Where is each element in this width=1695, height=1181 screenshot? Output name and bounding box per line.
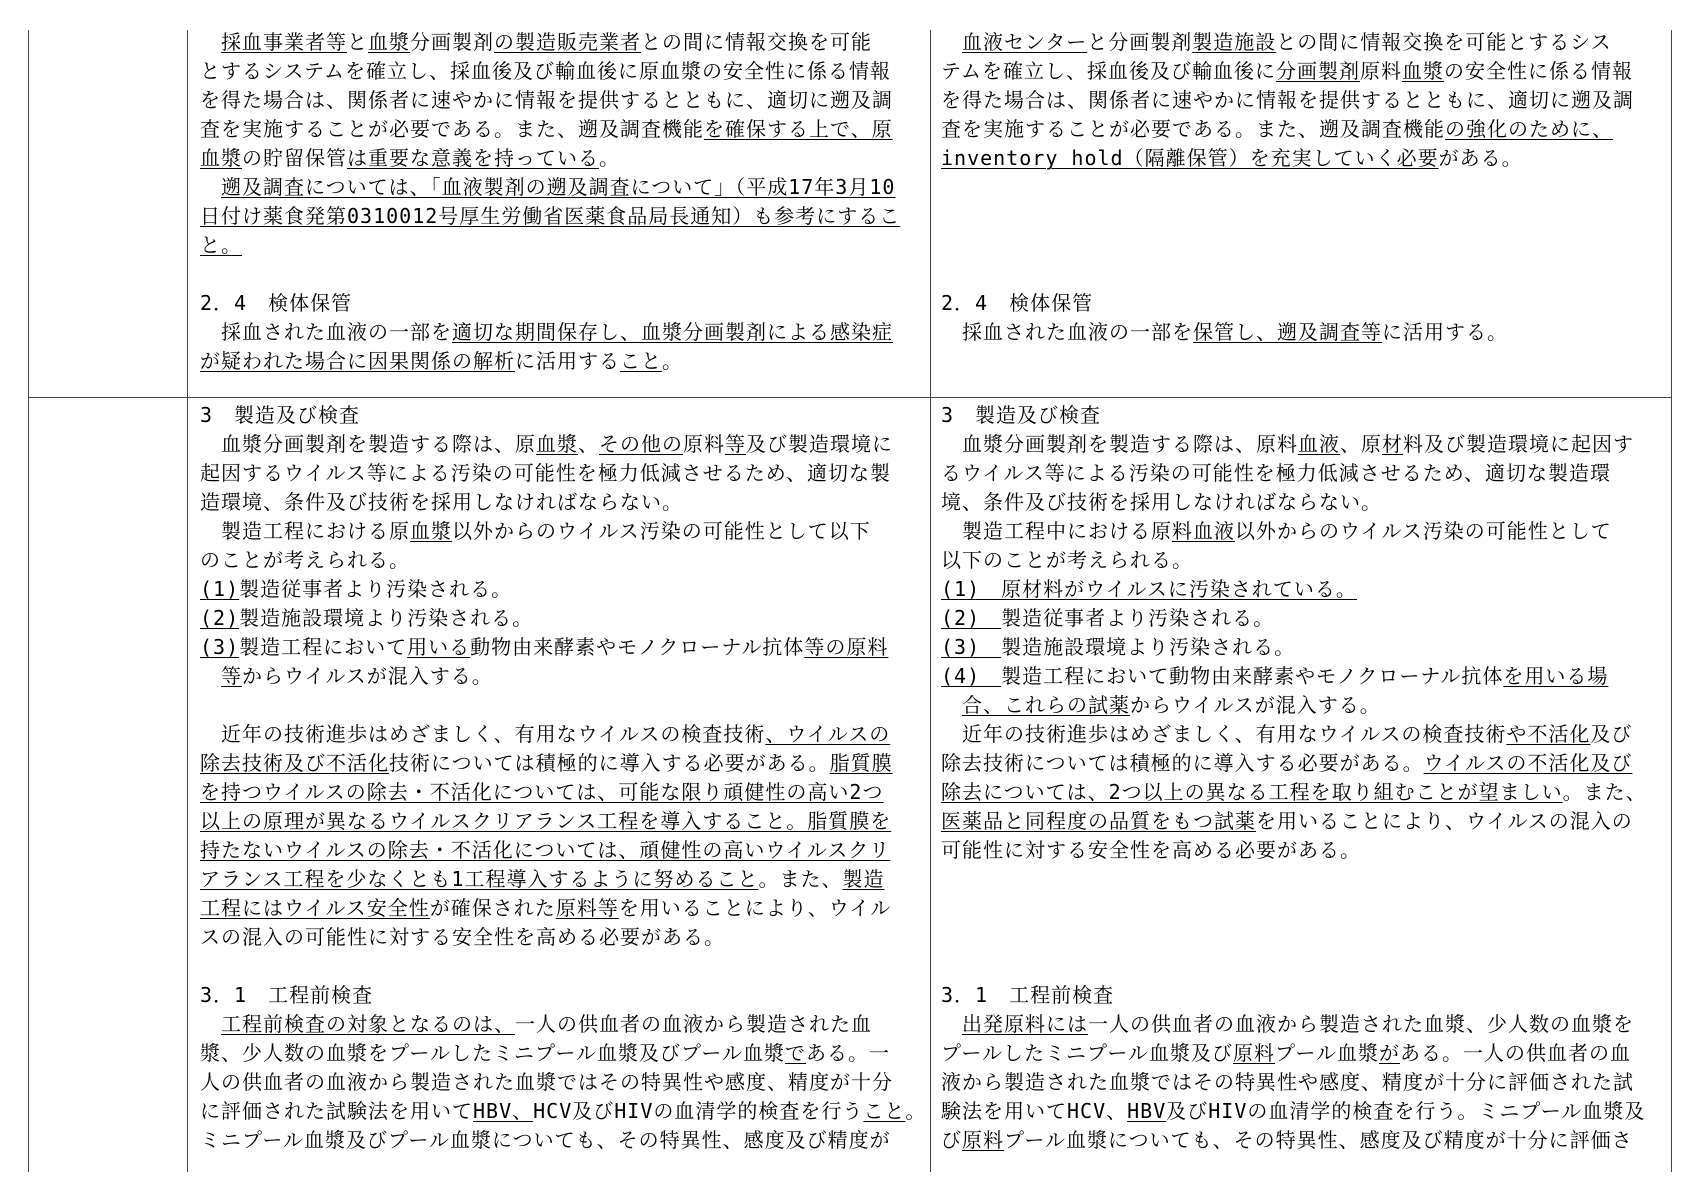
- text-line: [941, 981, 1671, 1010]
- table-border-right: [1671, 30, 1672, 1172]
- table-border-left: [28, 30, 29, 1172]
- text-line: [941, 430, 1671, 459]
- text-line: [200, 517, 926, 546]
- text-line: [941, 459, 1671, 488]
- underlined-run: 出発原料には: [962, 1012, 1088, 1036]
- text-line: [941, 318, 1671, 347]
- underlined-run: が: [1379, 1041, 1400, 1065]
- text-line: [200, 1068, 926, 1097]
- underlined-run: や不活化: [1506, 722, 1591, 746]
- text-line: [941, 517, 1671, 546]
- text-run: 。: [662, 349, 683, 373]
- text-run: 血漿分画製剤を製造する際は、原: [200, 432, 536, 456]
- text-run: に活用する: [515, 349, 620, 373]
- text-run: 3 製造及び検査: [941, 403, 1102, 427]
- table-column-divider-1: [187, 30, 188, 1172]
- text-run: 境、条件及び技術を採用しなければならない。: [941, 490, 1382, 514]
- text-run: プール血漿についても、その特異性、感度及び精度が十分に評価さ: [1004, 1128, 1633, 1152]
- text-run: 3．1 工程前検査: [200, 983, 374, 1007]
- text-line: [200, 923, 926, 952]
- text-line: [200, 430, 926, 459]
- text-run: 。: [599, 146, 620, 170]
- text-line: [941, 836, 1671, 865]
- text-run: 験法を用いてHCV、: [941, 1099, 1128, 1123]
- text-line: [941, 1097, 1671, 1126]
- text-run: 、: [578, 432, 599, 456]
- text-line: [200, 459, 926, 488]
- blank-line: [941, 202, 1671, 231]
- underlined-run: と。: [200, 233, 242, 257]
- underlined-run: 原料等: [555, 896, 619, 920]
- underlined-run: を確保する上で、原: [704, 117, 893, 141]
- text-run: との間に情報交換を可能: [641, 30, 872, 54]
- text-run: 製造工程における原: [200, 519, 410, 543]
- text-run: るウイルス等による汚染の可能性を極力低減させるため、適切な製造環: [941, 461, 1611, 485]
- underlined-run: こと: [620, 349, 662, 373]
- underlined-run: HBV: [1127, 1099, 1167, 1123]
- text-run: 3 製造及び検査: [200, 403, 361, 427]
- text-run: と分画製剤: [1087, 30, 1193, 54]
- underlined-run: で: [785, 1041, 806, 1065]
- text-run: 料及び製造環境に起因す: [1403, 432, 1634, 456]
- underlined-run: (3): [941, 635, 1002, 659]
- text-run: 除去技術については積極的に導入する必要がある。: [941, 751, 1424, 775]
- underlined-run: 等: [725, 432, 746, 456]
- text-line: [200, 546, 926, 575]
- blank-line: [941, 923, 1671, 952]
- text-run: 製造工程において: [239, 635, 408, 659]
- text-run: 2．4 検体保管: [941, 291, 1094, 315]
- text-line: [200, 749, 926, 778]
- underlined-run: 等の原料: [804, 635, 889, 659]
- text-line: [200, 347, 926, 376]
- text-line: [200, 1010, 926, 1039]
- underlined-run: 血漿: [410, 519, 452, 543]
- text-line: [200, 604, 926, 633]
- text-run: テムを確立し、採血後及び輸血後に: [941, 59, 1276, 83]
- text-line: [200, 1039, 926, 1068]
- text-run: 。また、: [1562, 780, 1647, 804]
- text-line: [941, 28, 1671, 57]
- underlined-run: 適切な期間保存し、血漿分画製剤による感染症: [452, 320, 893, 344]
- blank-line: [200, 260, 926, 289]
- text-run: が確保された: [429, 896, 556, 920]
- underlined-run: 製造: [842, 867, 885, 891]
- underlined-run: inventory hold（隔離保管）を充実していく必要: [941, 146, 1439, 170]
- blank-line: [200, 691, 926, 720]
- text-run: との間に情報交換を可能とするシス: [1276, 30, 1612, 54]
- text-line: [941, 662, 1671, 691]
- text-run: 3．1 工程前検査: [941, 983, 1115, 1007]
- underlined-run: (3): [200, 635, 240, 659]
- text-line: [200, 575, 926, 604]
- text-run: と: [347, 30, 368, 54]
- text-run: [200, 175, 221, 199]
- text-line: [200, 401, 926, 430]
- underlined-run: 材: [1382, 432, 1403, 456]
- text-run: 2．4 検体保管: [200, 291, 353, 315]
- text-run: 血漿分画製剤を製造する際は、原料: [941, 432, 1298, 456]
- text-run: 及び製造環境に: [746, 432, 893, 456]
- underlined-run: 工程にはウイルス安全性: [200, 896, 430, 920]
- text-run: 査を実施することが必要である。また、遡及調査機能: [941, 117, 1445, 141]
- blank-line: [200, 952, 926, 981]
- underlined-run: 持たないウイルスの除去・不活化については、頑健性の高いウイルスクリ: [200, 838, 891, 862]
- text-run: のことが考えられる。: [200, 548, 410, 572]
- text-run: ある。一人の供血者の血: [1400, 1041, 1631, 1065]
- text-line: [200, 865, 926, 894]
- text-run: を用いることにより、ウイル: [618, 896, 892, 920]
- underlined-run: 以上の原理が異なるウイルスクリアランス工程を導入すること。脂質膜を: [200, 809, 892, 833]
- underlined-run: 取り組む: [1331, 780, 1416, 804]
- underlined-run: の製造販売業者: [494, 30, 641, 54]
- table-column-divider-2: [930, 30, 931, 1172]
- underlined-run: 採血事業者等: [221, 30, 347, 54]
- text-run: からウイルスが混入する。: [242, 664, 493, 688]
- text-line: [941, 633, 1671, 662]
- text-run: HCV及びHIVの血清学的検査を行う: [533, 1099, 864, 1123]
- text-line: [200, 720, 926, 749]
- underlined-run: ことが望ましい: [1415, 780, 1563, 804]
- text-run: 近年の技術進歩はめざましく、有用なウイルスの検査技術: [941, 722, 1507, 746]
- text-run: に活用する。: [1382, 320, 1508, 344]
- table-row-divider: [28, 397, 1672, 398]
- underlined-run: 血漿: [200, 146, 242, 170]
- text-line: [941, 691, 1671, 720]
- underlined-run: (2): [941, 606, 1002, 630]
- underlined-run: (4): [941, 664, 1002, 688]
- underlined-run: (2): [200, 606, 240, 630]
- text-run: プール血漿: [1275, 1041, 1379, 1065]
- text-run: 製造従事者より汚染される。: [1001, 606, 1275, 630]
- text-line: [941, 1010, 1671, 1039]
- text-run: 人の供血者の血液から製造された血漿ではその特異性や感度、精度が十分: [200, 1070, 893, 1094]
- row2-old-text-cell: [200, 401, 926, 1155]
- underlined-run: 脂質膜: [829, 751, 893, 775]
- text-line: [200, 807, 926, 836]
- underlined-run: その他の: [599, 432, 683, 456]
- underlined-run: 医薬品と同程度の品質をもつ試薬: [941, 809, 1256, 833]
- underlined-run: (1) 原材料がウイルスに汚染されている。: [941, 577, 1357, 601]
- text-line: [200, 836, 926, 865]
- text-line: [200, 488, 926, 517]
- text-run: スの混入の可能性に対する安全性を高める必要がある。: [200, 925, 725, 949]
- text-run: 以外からのウイルス汚染の可能性として: [1235, 519, 1612, 543]
- text-line: [941, 57, 1671, 86]
- text-run: ある。一: [806, 1041, 890, 1065]
- text-run: 採血された血液の一部を: [941, 320, 1193, 344]
- underlined-run: 等: [221, 664, 242, 688]
- text-run: 以外からのウイルス汚染の可能性として以下: [452, 519, 871, 543]
- text-run: 及び: [1590, 722, 1633, 746]
- underlined-run: 血液: [1298, 432, 1340, 456]
- underlined-run: 血漿: [368, 30, 410, 54]
- text-run: 技術については積極的に導入する必要がある。: [389, 751, 830, 775]
- underlined-run: 除去技術及び: [200, 751, 326, 775]
- text-line: [200, 173, 926, 202]
- underlined-run: (1): [200, 577, 240, 601]
- row1-new-text-cell: [941, 28, 1671, 347]
- text-run: がある。: [1438, 146, 1523, 170]
- underlined-run: の強化のために、: [1445, 117, 1613, 141]
- text-line: [941, 778, 1671, 807]
- text-run: に評価された試験法を用いて: [200, 1099, 473, 1123]
- text-line: [941, 115, 1671, 144]
- underlined-run: 不活化: [326, 751, 389, 775]
- underlined-run: 、ウイルスの: [765, 722, 891, 746]
- text-run: の安全性に係る情報: [1444, 59, 1633, 83]
- text-line: [941, 1068, 1671, 1097]
- text-run: 原料: [1360, 59, 1402, 83]
- text-line: [200, 633, 926, 662]
- text-line: [941, 488, 1671, 517]
- text-run: 起因するウイルス等による汚染の可能性を極力低減させるため、適切な製: [200, 461, 891, 485]
- text-line: [941, 807, 1671, 836]
- text-run: 原料: [683, 432, 725, 456]
- text-line: [941, 749, 1671, 778]
- text-line: [941, 1126, 1671, 1155]
- text-line: [200, 28, 926, 57]
- text-run: 。: [905, 1099, 926, 1123]
- text-line: [200, 231, 926, 260]
- underlined-run: こと: [863, 1099, 906, 1123]
- underlined-run: 製造施設: [1192, 30, 1277, 54]
- text-run: [941, 693, 962, 717]
- underlined-run: 血漿: [536, 432, 578, 456]
- text-line: [200, 894, 926, 923]
- text-run: 、原: [1340, 432, 1382, 456]
- text-run: 一人の供血者の血液から製造された血漿、少人数の血漿を: [1088, 1012, 1634, 1036]
- text-line: [200, 1126, 926, 1155]
- row2-new-text-cell: [941, 401, 1671, 1155]
- text-line: [200, 1097, 926, 1126]
- text-line: [941, 1039, 1671, 1068]
- text-run: を得た場合は、関係者に速やかに情報を提供するとともに、適切に遡及調: [941, 88, 1634, 112]
- text-run: 製造工程において動物由来酵素やモノクローナル抗体: [1001, 664, 1504, 688]
- blank-line: [941, 865, 1671, 894]
- text-line: [941, 546, 1671, 575]
- text-run: 造環境、条件及び技術を採用しなければならない。: [200, 490, 683, 514]
- underlined-run: 保管し、遡及調査等: [1193, 320, 1382, 344]
- underlined-run: は重要な意義を持っている: [347, 146, 599, 170]
- blank-line: [941, 231, 1671, 260]
- row1-old-text-cell: [200, 28, 926, 376]
- text-line: [941, 575, 1671, 604]
- text-run: 可能性に対する安全性を高める必要がある。: [941, 838, 1361, 862]
- text-line: [941, 144, 1671, 173]
- underlined-run: 工程前検査の対象となるのは、: [221, 1012, 515, 1036]
- underlined-run: ウイルスの不活化及び: [1423, 751, 1633, 775]
- text-run: を用いることにより、ウイルスの混入の: [1256, 809, 1633, 833]
- text-run: 動物由来酵素やモノクローナル抗体: [470, 635, 805, 659]
- text-line: [941, 289, 1671, 318]
- underlined-run: 原料: [1233, 1041, 1275, 1065]
- text-line: [200, 662, 926, 691]
- text-run: からウイルスが混入する。: [1130, 693, 1381, 717]
- blank-line: [941, 173, 1671, 202]
- underlined-run: 遡及調査については、「血液製剤の遡及調査について」（平成17年3月10: [221, 175, 896, 199]
- text-run: 製造従事者より汚染される。: [239, 577, 513, 601]
- underlined-run: 血液センター: [962, 30, 1088, 54]
- underlined-run: 料血液: [1172, 519, 1235, 543]
- text-line: [200, 981, 926, 1010]
- text-run: 分画製剤: [410, 30, 494, 54]
- text-run: 査を実施することが必要である。また、遡及調査機能: [200, 117, 704, 141]
- text-run: 近年の技術進歩はめざましく、有用なウイルスの検査技術: [200, 722, 766, 746]
- text-run: 製造施設環境より汚染される。: [1001, 635, 1296, 659]
- blank-line: [941, 894, 1671, 923]
- underlined-run: 日付け薬食発第0310012号厚生労働省医薬食品局長通知）も参考にするこ: [200, 204, 901, 228]
- text-run: 。また、: [758, 867, 843, 891]
- text-run: [200, 664, 221, 688]
- underlined-run: を用いる場: [1503, 664, 1609, 688]
- text-run: び: [941, 1128, 962, 1152]
- text-line: [200, 778, 926, 807]
- underlined-run: 血漿: [1402, 59, 1444, 83]
- text-run: 一人の供血者の血液から製造された血: [515, 1012, 872, 1036]
- underlined-run: アランス工程を少なくとも1工程導入するように努めること: [200, 867, 759, 891]
- text-line: [200, 86, 926, 115]
- text-run: 及びHIVの血清学的検査を行う。ミニプール血漿及: [1166, 1099, 1646, 1123]
- underlined-run: 用いる: [407, 635, 471, 659]
- underlined-run: 除去については、2つ以上の異なる工程を: [941, 780, 1332, 804]
- text-run: [200, 1012, 221, 1036]
- text-run: 製造施設環境より汚染される。: [239, 606, 534, 630]
- text-run: を得た場合は、関係者に速やかに情報を提供するとともに、適切に遡及調: [200, 88, 893, 112]
- underlined-run: HBV、: [473, 1099, 534, 1123]
- text-run: 以下のことが考えられる。: [941, 548, 1193, 572]
- text-line: [941, 401, 1671, 430]
- text-line: [200, 144, 926, 173]
- text-run: ミニプール血漿及びプール血漿についても、その特異性、感度及び精度が: [200, 1128, 891, 1152]
- underlined-run: 合、これらの試薬: [962, 693, 1130, 717]
- underlined-run: 分画製剤: [1276, 59, 1360, 83]
- text-line: [200, 57, 926, 86]
- text-run: [941, 1012, 962, 1036]
- text-run: 製造工程中における原: [941, 519, 1172, 543]
- text-line: [200, 289, 926, 318]
- text-run: 漿、少人数の血漿をプールしたミニプール血漿及びプール血漿: [200, 1041, 785, 1065]
- text-run: 液から製造された血漿ではその特異性や感度、精度が十分に評価された試: [941, 1070, 1634, 1094]
- text-line: [941, 720, 1671, 749]
- underlined-run: を持つウイルスの除去・不活化については、可能な限り頑健性の高い2つ: [200, 780, 884, 804]
- blank-line: [941, 952, 1671, 981]
- text-line: [941, 604, 1671, 633]
- underlined-run: が疑われた場合に因果関係の解析: [200, 349, 515, 373]
- text-run: 採血された血液の一部を: [200, 320, 452, 344]
- text-run: の貯留保管: [242, 146, 347, 170]
- blank-line: [941, 260, 1671, 289]
- underlined-run: 原料: [962, 1128, 1004, 1152]
- text-run: [941, 30, 962, 54]
- text-line: [941, 86, 1671, 115]
- text-run: [200, 30, 221, 54]
- text-line: [200, 318, 926, 347]
- text-run: プールしたミニプール血漿及び: [941, 1041, 1233, 1065]
- text-run: とするシステムを確立し、採血後及び輸血後に原血漿の安全性に係る情報: [200, 59, 891, 83]
- text-line: [200, 202, 926, 231]
- text-line: [200, 115, 926, 144]
